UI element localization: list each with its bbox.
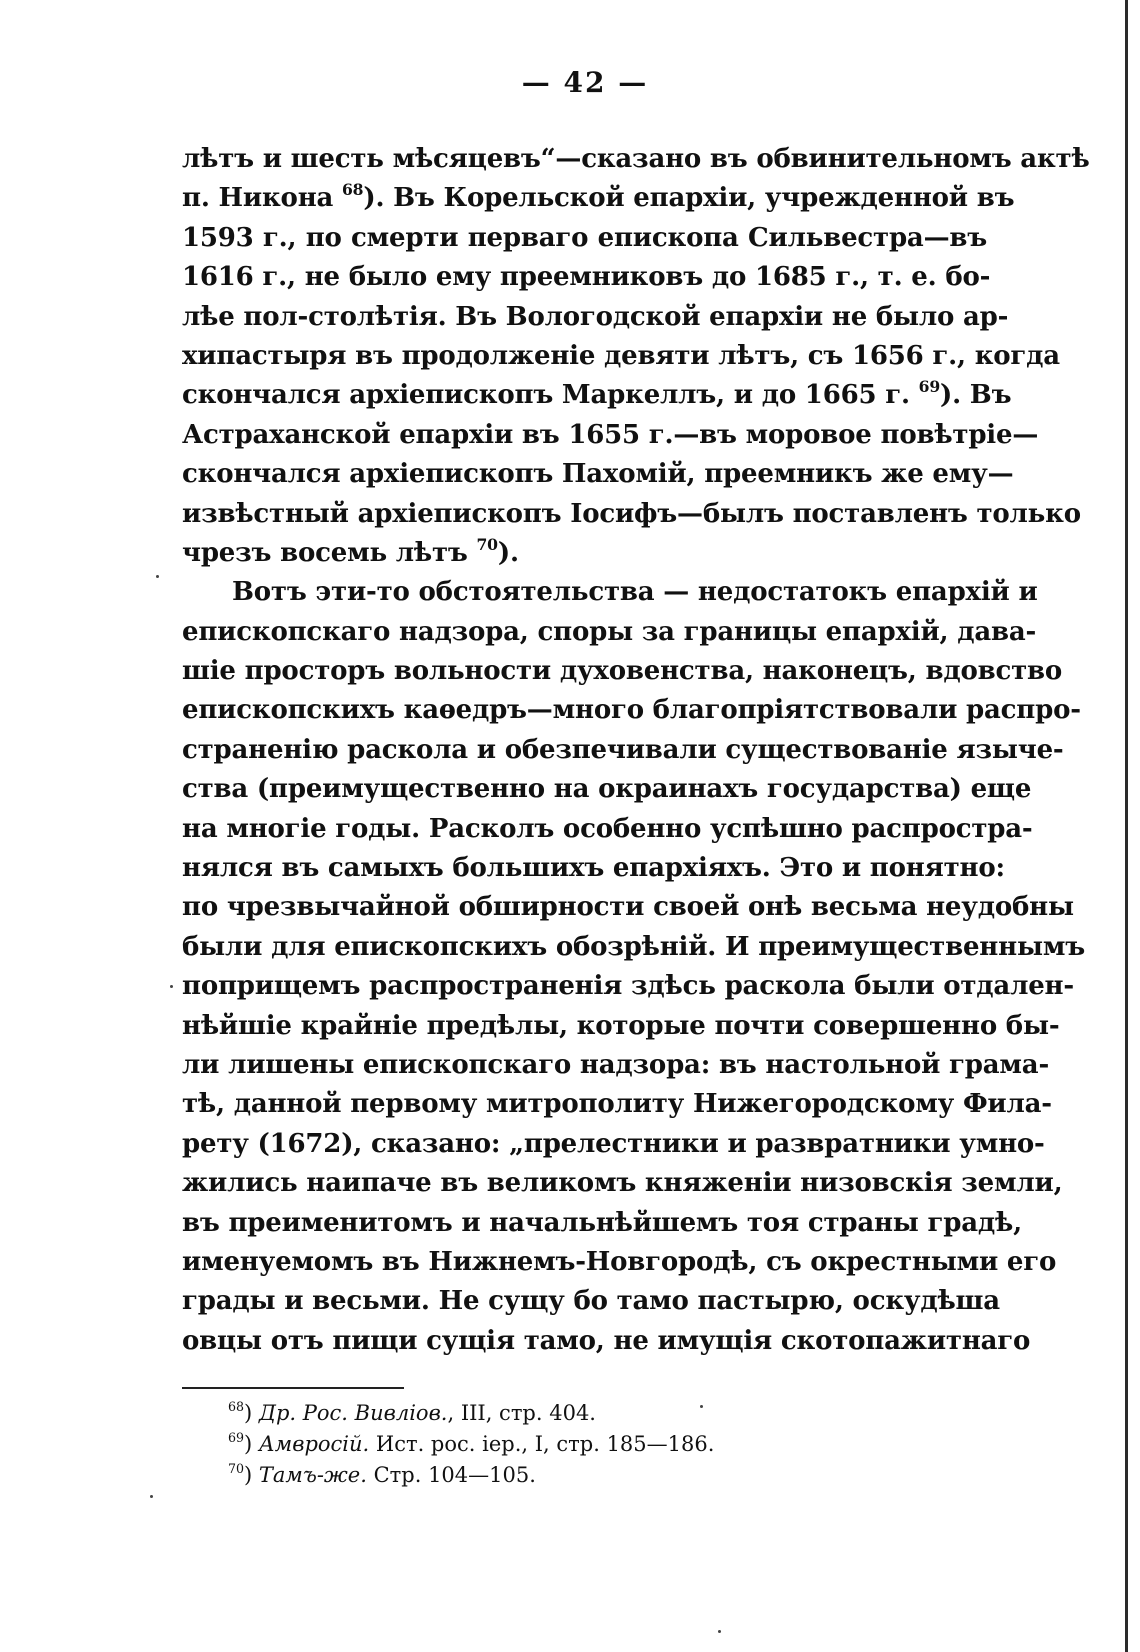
text-line: именуемомъ въ Нижнемъ-Новгородѣ, съ окрестными его — [182, 1246, 1057, 1277]
text-line: епископскихъ каѳедръ—много благопріятствовали распро- — [182, 695, 1081, 726]
paper-speck — [700, 1405, 703, 1408]
paragraph-first-line: Вотъ эти-то обстоятельства — недостатокъ епархій и — [232, 577, 1038, 608]
text-fragment: ). Въ — [939, 380, 1012, 411]
text-fragment: ). — [497, 537, 519, 568]
text-fragment: скончался архіепископъ Маркеллъ, и до 1665 г. — [182, 380, 919, 411]
text-line: въ преименитомъ и начальнѣйшемъ тоя страны градѣ, — [182, 1207, 1022, 1238]
text-line: на многіе годы. Расколъ особенно успѣшно распростра- — [182, 813, 1033, 844]
paper-speck — [150, 1495, 153, 1498]
paper-speck — [718, 1630, 721, 1633]
text-line: 1593 г., по смерти перваго епископа Сильвестра—въ — [182, 222, 987, 253]
footnote-text: Стр. 104—105. — [366, 1463, 536, 1487]
footnotes — [228, 1398, 848, 1491]
footnote-number: 69 — [228, 1430, 245, 1446]
footnote-ref-70: 70 — [476, 535, 498, 554]
footnote-divider — [182, 1387, 404, 1389]
footnote-source: Др. Рос. Вивліов. — [258, 1401, 448, 1425]
text-line: были для епископскихъ обозрѣній. И преимущественнымъ — [182, 931, 1085, 962]
footnote-text: Ист. рос. іер., I, стр. 185—186. — [369, 1432, 715, 1456]
text-line: по чрезвычайной обширности своей онѣ весьма неудобны — [182, 892, 1074, 923]
text-line: овцы отъ пищи сущія тамо, не имущія скотопажитнаго — [182, 1325, 1031, 1356]
paper-speck — [170, 985, 173, 988]
footnote-number: 70 — [228, 1461, 245, 1477]
text-line — [182, 376, 1012, 415]
text-line: епископскаго надзора, споры за границы епархій, дава- — [182, 616, 1037, 647]
footnote-source: Амвросій. — [258, 1432, 370, 1456]
page-edge-shadow — [1125, 0, 1128, 1652]
text-line: 1616 г., не было ему преемниковъ до 1685 г., т. е. бо- — [182, 262, 991, 293]
text-line: ства (преимущественно на окраинахъ государства) еще — [182, 774, 1032, 805]
footnote-ref-69: 69 — [918, 377, 940, 397]
text-line: лѣтъ и шесть мѣсяцевъ“—сказано въ обвинительномъ актѣ — [182, 144, 1090, 174]
text-line: лѣе пол-столѣтія. Въ Вологодской епархіи не было ар- — [182, 301, 1009, 332]
text-line: ли лишены епископскаго надзора: въ настольной грама- — [182, 1049, 1050, 1080]
text-line: жились наипаче въ великомъ княженіи низовскія земли, — [182, 1168, 1063, 1199]
text-line: нѣйшіе крайніе предѣлы, которые почти совершенно бы- — [182, 1010, 1060, 1041]
text-fragment: п. Никона — [182, 183, 343, 214]
text-line: извѣстный архіепископъ Іосифъ—былъ поставленъ только — [182, 498, 1081, 529]
footnote-number: 68 — [228, 1399, 245, 1415]
text-line: хипастыря въ продолженіе девяти лѣтъ, съ 1656 г., когда — [182, 340, 1060, 371]
paper-speck — [156, 575, 159, 578]
text-line: нялся въ самыхъ большихъ епархіяхъ. Это и понятно: — [182, 853, 1005, 884]
text-line: грады и весьми. Не сущу бо тамо пастырю, оскудѣша — [182, 1286, 1000, 1317]
footnote-ref-68: 68 — [342, 180, 364, 200]
page-number: — 42 — — [521, 66, 649, 99]
text-line: страненію раскола и обезпечивали существованіе язычe- — [182, 734, 1064, 765]
text-line: шіе просторъ вольности духовенства, наконецъ, вдовство — [182, 656, 1063, 687]
footnote-69: $^{69}$) Амвросій. Ист. рос. іер., I, стр. 185—186. — [228, 1430, 715, 1456]
text-line: поприщемъ распространенія здѣсь раскола были отдален- — [182, 971, 1074, 1002]
text-line: рету (1672), сказано: „прелестники и развратники умно- — [182, 1128, 1045, 1159]
main-text — [182, 140, 1090, 1361]
footnote-70: $^{70}$) Тамъ-же. Стр. 104—105. — [228, 1461, 536, 1487]
footnote-text: , III, стр. 404. — [447, 1401, 596, 1425]
text-line — [182, 179, 1015, 218]
footnote-68: $^{68}$) Др. Рос. Вивліов., III, стр. 404. — [228, 1399, 596, 1425]
text-line: тѣ, данной первому митрополиту Нижегородскому Фила- — [182, 1089, 1052, 1120]
text-line: скончался архіепископъ Пахомій, преемникъ же ему— — [182, 459, 1014, 490]
text-line: Астраханской епархіи въ 1655 г.—въ моровое повѣтріе— — [182, 419, 1039, 450]
text-line — [182, 534, 987, 573]
text-fragment: ). Въ Корельской епархіи, учрежденной въ — [363, 183, 1015, 214]
text-fragment: чрезъ восемь лѣтъ — [182, 537, 477, 568]
footnote-source: Тамъ-же. — [258, 1463, 367, 1487]
